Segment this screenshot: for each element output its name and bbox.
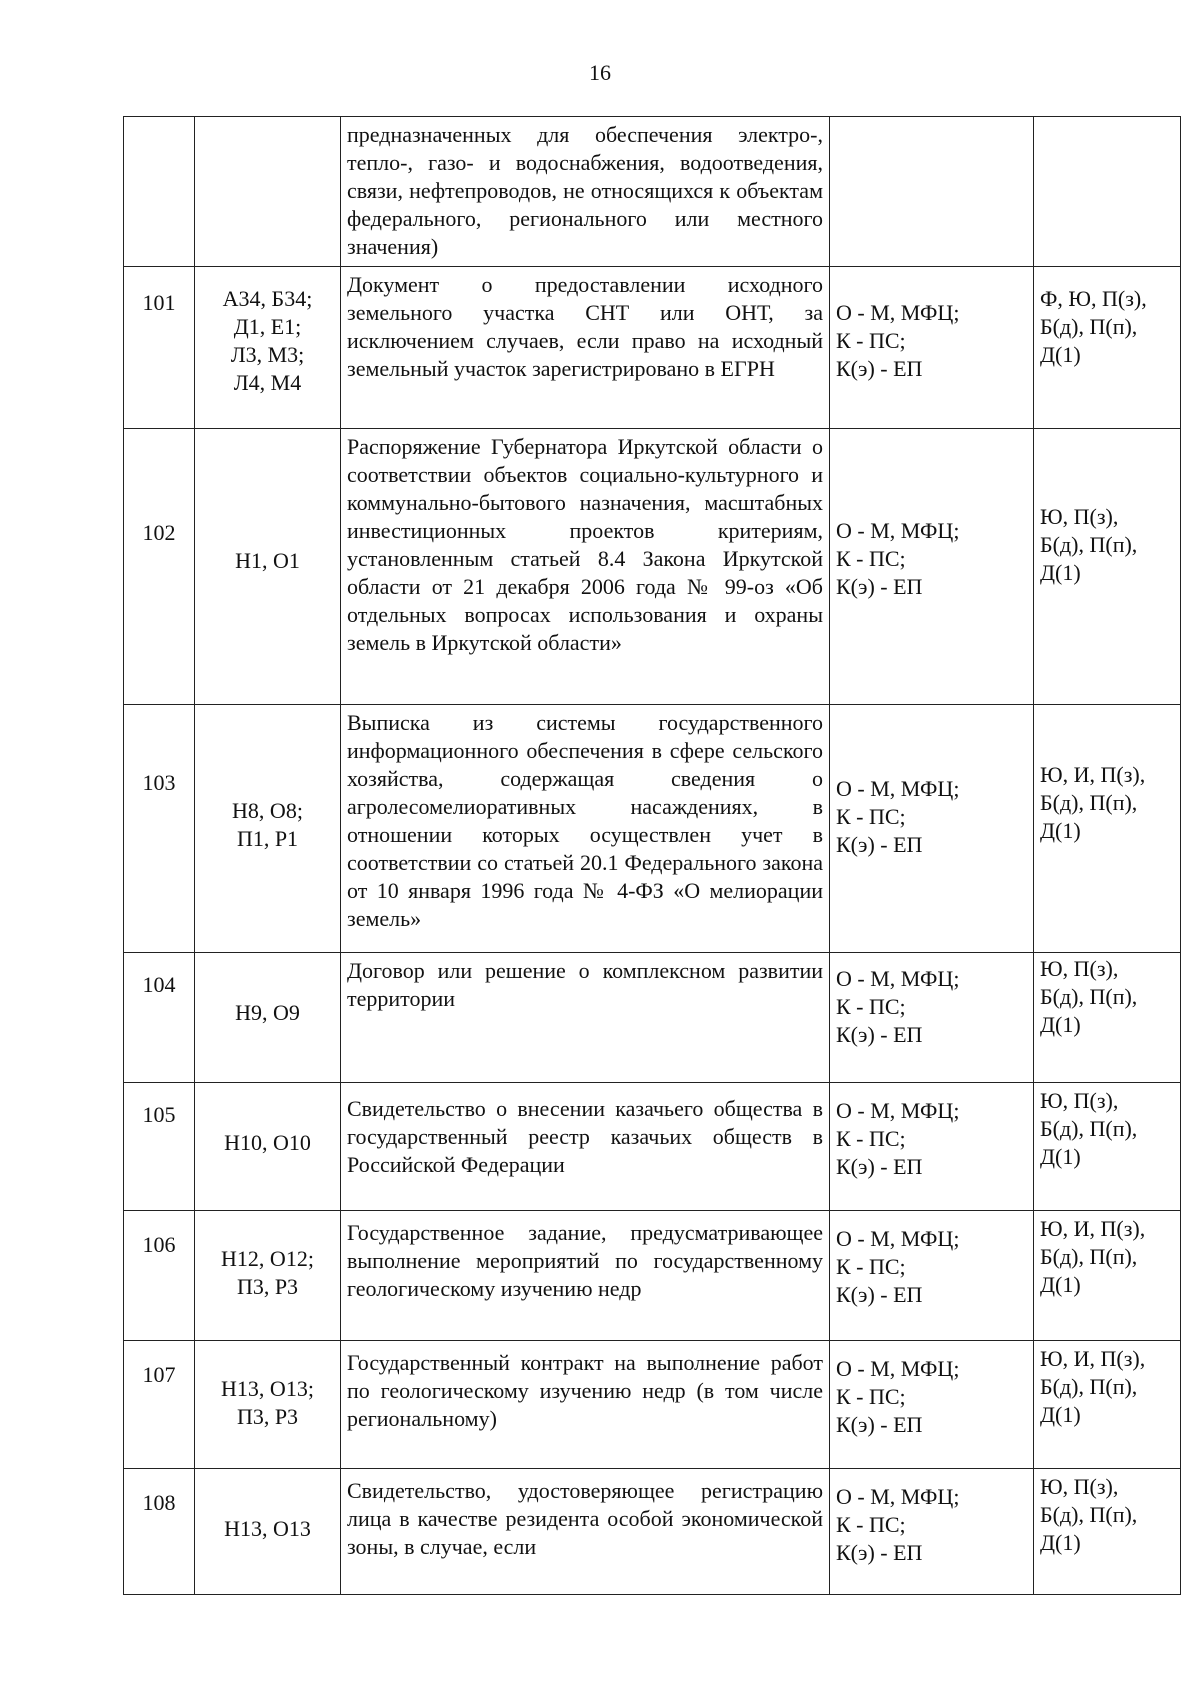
row-number: 102 — [124, 429, 195, 705]
row-codes — [195, 117, 341, 267]
row-codes — [195, 1211, 341, 1341]
code-line: А34, Б34; — [222, 286, 313, 311]
table-row-106 — [124, 1211, 1181, 1341]
channel-line: К - ПС; — [836, 1512, 906, 1537]
row-number: 105 — [124, 1083, 195, 1211]
channel-line: К - ПС; — [836, 1384, 906, 1409]
applicant-line: Ю, П(з), — [1040, 1474, 1119, 1499]
row-description: Документ о предоставлении исходного земельного участка СНТ или ОНТ, за исключением случаев, если право на исходный земельный участок зарегистрировано в ЕГРН — [341, 267, 830, 429]
row-channels — [830, 705, 1034, 953]
table-row-103 — [124, 705, 1181, 953]
code-line: П1, Р1 — [236, 826, 299, 851]
row-applicants — [1034, 705, 1181, 953]
row-description: Выписка из системы государственного информационного обеспечения в сфере сельского хозяйства, содержащая сведения о агролесомелиоративных насаждениях, в отношении которых осуществлен учет в соответствии со статьей 20.1 Федерального закона от 10 января 1996 года № 4-ФЗ «О мелиорации земель» — [341, 705, 830, 953]
channel-line: К - ПС; — [836, 1126, 906, 1151]
channel-line: К(э) - ЕП — [836, 1154, 923, 1179]
channel-line: К - ПС; — [836, 1254, 906, 1279]
channel-line: К(э) - ЕП — [836, 574, 923, 599]
table-row-105 — [124, 1083, 1181, 1211]
row-codes — [195, 1341, 341, 1469]
row-applicants — [1034, 117, 1181, 267]
applicant-line: Д(1) — [1040, 1530, 1081, 1555]
channel-line: К(э) - ЕП — [836, 1412, 923, 1437]
applicant-line: Б(д), П(п), — [1040, 1244, 1138, 1269]
document-table — [123, 116, 1181, 1595]
row-applicants — [1034, 1469, 1181, 1595]
applicant-line: Б(д), П(п), — [1040, 1374, 1138, 1399]
applicant-line: Д(1) — [1040, 1144, 1081, 1169]
row-channels — [830, 267, 1034, 429]
row-number: 108 — [124, 1469, 195, 1595]
channel-line: О - М, МФЦ; — [836, 1356, 960, 1381]
table-row-104 — [124, 953, 1181, 1083]
row-channels — [830, 1469, 1034, 1595]
applicant-line: Б(д), П(п), — [1040, 314, 1138, 339]
row-number: 106 — [124, 1211, 195, 1341]
applicant-line: Ю, И, П(з), — [1040, 1216, 1146, 1241]
applicant-line: Ю, П(з), — [1040, 504, 1119, 529]
channel-line: К(э) - ЕП — [836, 356, 923, 381]
applicant-line: Ю, И, П(з), — [1040, 762, 1146, 787]
channel-line: К(э) - ЕП — [836, 832, 923, 857]
row-applicants — [1034, 267, 1181, 429]
row-description: Свидетельство о внесении казачьего общества в государственный реестр казачьих обществ в Российской Федерации — [341, 1083, 830, 1211]
applicant-line: Ф, Ю, П(з), — [1040, 286, 1147, 311]
page-number: 16 — [589, 60, 611, 85]
channel-line: К - ПС; — [836, 546, 906, 571]
applicant-line: Б(д), П(п), — [1040, 790, 1138, 815]
code-line: Н8, О8; — [232, 798, 303, 823]
code-line: П3, Р3 — [236, 1404, 299, 1429]
channel-line: К(э) - ЕП — [836, 1540, 923, 1565]
row-description: предназначенных для обеспечения электро-, тепло-, газо- и водоснабжения, водоотведения, связи, нефтепроводов, не относящихся к объектам федерального, регионального или местного значения) — [341, 117, 830, 267]
table-row-108 — [124, 1469, 1181, 1595]
table-row-101 — [124, 267, 1181, 429]
row-codes — [195, 705, 341, 953]
channel-line: К - ПС; — [836, 804, 906, 829]
channel-line: О - М, МФЦ; — [836, 966, 960, 991]
channel-line: О - М, МФЦ; — [836, 776, 960, 801]
applicant-line: Д(1) — [1040, 1402, 1081, 1427]
code-line: П3, Р3 — [236, 1274, 299, 1299]
code-line: Н10, О10 — [224, 1130, 311, 1155]
row-codes — [195, 1469, 341, 1595]
code-line: Н13, О13; — [221, 1376, 314, 1401]
row-channels — [830, 429, 1034, 705]
row-applicants — [1034, 953, 1181, 1083]
row-applicants — [1034, 1083, 1181, 1211]
row-description: Распоряжение Губернатора Иркутской области о соответствии объектов социально-культурного и коммунально-бытового назначения, масштабных инвестиционных проектов критериям, установленным статьей 8.4 Закона Иркутской области от 21 декабря 2006 года № 99-оз «Об отдельных вопросах использования и охраны земель в Иркутской области» — [341, 429, 830, 705]
channel-line: О - М, МФЦ; — [836, 1226, 960, 1251]
channel-line: К - ПС; — [836, 994, 906, 1019]
code-line: Л4, М4 — [233, 370, 302, 395]
applicant-line: Б(д), П(п), — [1040, 1502, 1138, 1527]
row-codes — [195, 267, 341, 429]
row-channels — [830, 953, 1034, 1083]
row-codes — [195, 429, 341, 705]
applicant-line: Ю, П(з), — [1040, 1088, 1119, 1113]
channel-line: К(э) - ЕП — [836, 1282, 923, 1307]
row-applicants — [1034, 429, 1181, 705]
channel-line: К(э) - ЕП — [836, 1022, 923, 1047]
applicant-line: Ю, П(з), — [1040, 956, 1119, 981]
table-row-102 — [124, 429, 1181, 705]
row-description: Договор или решение о комплексном развитии территории — [341, 953, 830, 1083]
applicant-line: Б(д), П(п), — [1040, 984, 1138, 1009]
row-description: Государственное задание, предусматривающее выполнение мероприятий по государственному геологическому изучению недр — [341, 1211, 830, 1341]
row-description: Государственный контракт на выполнение работ по геологическому изучению недр (в том числе региональному) — [341, 1341, 830, 1469]
channel-line: О - М, МФЦ; — [836, 1098, 960, 1123]
code-line: Л3, М3; — [230, 342, 305, 367]
row-codes — [195, 953, 341, 1083]
applicant-line: Б(д), П(п), — [1040, 532, 1138, 557]
table-row-continuation — [124, 117, 1181, 267]
row-channels — [830, 1341, 1034, 1469]
code-line: Д1, Е1; — [233, 314, 302, 339]
row-description: Свидетельство, удостоверяющее регистрацию лица в качестве резидента особой экономической зоны, в случае, если — [341, 1469, 830, 1595]
channel-line: К - ПС; — [836, 328, 906, 353]
row-number: 101 — [124, 267, 195, 429]
channel-line: О - М, МФЦ; — [836, 1484, 960, 1509]
row-number: 103 — [124, 705, 195, 953]
table-row-107 — [124, 1341, 1181, 1469]
row-channels — [830, 117, 1034, 267]
row-codes — [195, 1083, 341, 1211]
applicant-line: Д(1) — [1040, 1012, 1081, 1037]
applicant-line: Ю, И, П(з), — [1040, 1346, 1146, 1371]
row-applicants — [1034, 1211, 1181, 1341]
code-line: Н9, О9 — [235, 1000, 300, 1025]
row-channels — [830, 1083, 1034, 1211]
channel-line: О - М, МФЦ; — [836, 518, 960, 543]
channel-line: О - М, МФЦ; — [836, 300, 960, 325]
code-line: Н12, О12; — [221, 1246, 314, 1271]
code-line: Н1, О1 — [235, 548, 300, 573]
applicant-line: Д(1) — [1040, 560, 1081, 585]
row-applicants — [1034, 1341, 1181, 1469]
row-channels — [830, 1211, 1034, 1341]
applicant-line: Д(1) — [1040, 342, 1081, 367]
code-line: Н13, О13 — [224, 1516, 311, 1541]
applicant-line: Д(1) — [1040, 1272, 1081, 1297]
row-number: 104 — [124, 953, 195, 1083]
row-number: 107 — [124, 1341, 195, 1469]
row-number — [124, 117, 195, 267]
applicant-line: Б(д), П(п), — [1040, 1116, 1138, 1141]
applicant-line: Д(1) — [1040, 818, 1081, 843]
